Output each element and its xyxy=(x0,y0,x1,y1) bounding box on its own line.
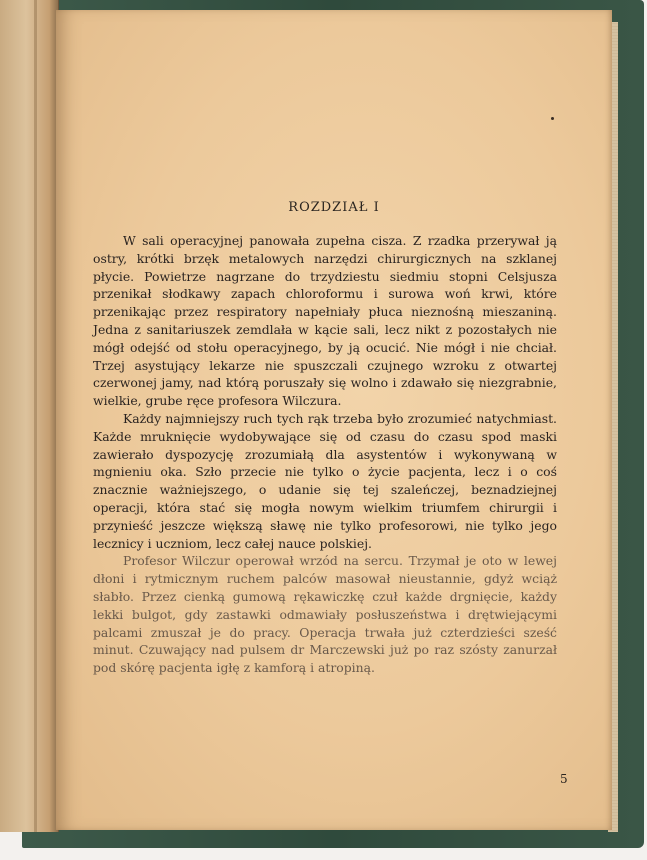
paragraph-2: Każdy najmniejszy ruch tych rąk trzeba było zrozumieć natychmiast. Każde mruknięcie wydobywające się od czasu do czasu spod maski zawierało dyspozycję zrozumiałą dla asystentów i wykonywaną w mgnieniu oka. Szło przecie nie tylko o życie pacjenta, lecz i o coś znacznie ważniejszego, o udanie się tej szaleńczej, beznadziejnej operacji, która stać się mogła nowym wielkim triumfem chirurgii i przynieść jeszcze większą sławę nie tylko profesorowi, nie tylko jego lecznicy i uczniom, lecz całej nauce polskiej. xyxy=(93,410,557,551)
paragraph-1: W sali operacyjnej panowała zupełna cisza. Z rzadka przerywał ją ostry, krótki brzęk metalowych narzędzi chirurgicznych na szklanej płycie. Powietrze nagrzane do trzydziestu siedmiu stopni Celsjusza przenikał słodkawy zapach chloroformu i surowa woń krwi, które przenikając przez respiratory napełniały płuca nieznośną mieszaniną. Jedna z sanitariuszek zemdlała w kącie sali, lecz nikt z pozostałych nie mógł odejść od stołu operacyjnego, by ją ocucić. Nie mógł i nie chciał. Trzej asystujący lekarze nie spuszczali czujnego wzroku z otwartej czerwonej jamy, nad którą poruszały się wolno i zdawało się niezgrabnie, wielkie, grube ręce profesora Wilczura. xyxy=(93,233,557,409)
chapter-title: ROZDZIAŁ I xyxy=(288,200,380,215)
paper-speck xyxy=(551,117,554,120)
left-page-edge xyxy=(0,0,59,832)
page-text xyxy=(93,232,557,677)
paragraph-3: Profesor Wilczur operował wrzód na sercu. Trzymał je oto w lewej dłoni i rytmicznym ruchem palców masował nieustannie, gdyż wciąż słabło. Przez cienką gumową rękawiczkę czuł każde drgnięcie, każdy lekki bulgot, gdy zastawki odmawiały posłuszeństwa i drętwiejącymi palcami zmuszał je do pracy. Operacja trwała już czterdzieści sześć minut. Czuwający nad pulsem dr Marczewski już po raz szósty zanurzał pod skórę pacjenta igłę z kamforą i atropiną. xyxy=(93,553,557,676)
left-page-fold xyxy=(34,0,37,832)
page-number: 5 xyxy=(560,772,568,786)
